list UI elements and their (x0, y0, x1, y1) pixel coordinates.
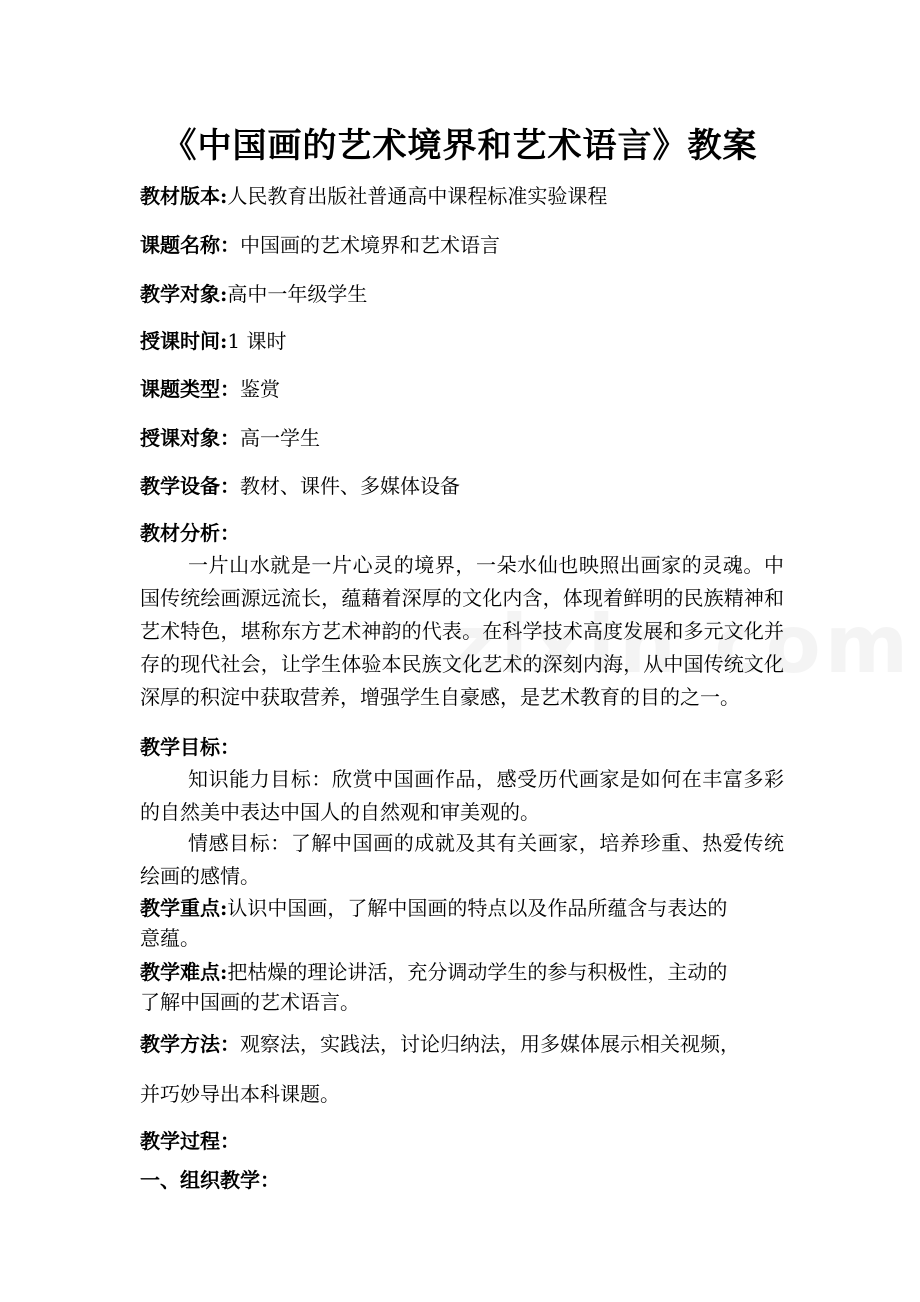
field-label: 教学对象: (140, 282, 228, 306)
field-equipment (140, 469, 790, 503)
analysis-paragraph: 一片山水就是一片心灵的境界，一朵水仙也映照出画家的灵魂。中国传统绘画源远流长，蕴藉着深厚的文化内含，体现着鲜明的民族精神和艺术特色，堪称东方艺术神韵的代表。在科学技术高度发展和多元文化并存的现代社会，让学生体验本民族文化艺术的深刻内海，从中国传统文化深厚的积淀中获取营养，增强学生自豪感，是艺术教育的目的之一。 (140, 553, 784, 709)
section-heading-goals: 教学目标： (140, 735, 240, 759)
process-step-1: 一、组织教学： (140, 1168, 280, 1192)
difficulty-text: 把枯燥的理论讲活，充分调动学生的参与积极性，主动的 (227, 960, 728, 984)
field-label: 课题名称： (140, 233, 240, 257)
field-textbook-edition (140, 179, 790, 213)
field-topic-type (140, 372, 790, 406)
field-value: 高中一年级学生 (227, 282, 368, 306)
methods-line-2: 并巧妙导出本科课题。 (140, 1082, 340, 1106)
field-label: 授课对象： (140, 426, 240, 450)
field-label: 教材版本: (140, 184, 228, 208)
difficulty-line-1 (140, 955, 790, 989)
field-audience (140, 421, 790, 455)
difficulty-line-2: 了解中国画的艺术语言。 (140, 990, 360, 1014)
field-value: 高一学生 (240, 426, 320, 450)
field-value: 中国画的艺术境界和艺术语言 (240, 233, 500, 257)
methods-text: 观察法，实践法，讨论归纳法，用多媒体展示相关视频， (240, 1032, 740, 1056)
field-label: 授课时间: (140, 329, 228, 353)
goal-emotion-paragraph: 情感目标：了解中国画的成就及其有关画家，培养珍重、热爱传统绘画的感情。 (140, 831, 784, 888)
focus-text: 认识中国画，了解中国画的特点以及作品所蕴含与表达的 (227, 896, 728, 920)
document-title: 《中国画的艺术境界和艺术语言》教案 (162, 126, 758, 166)
field-label: 课题类型： (140, 377, 240, 401)
section-heading-analysis: 教材分析： (140, 521, 240, 545)
goal-knowledge-paragraph: 知识能力目标：欣赏中国画作品，感受历代画家是如何在丰富多彩的自然美中表达中国人的自然观和审美观的。 (140, 767, 784, 824)
field-topic-name (140, 228, 790, 262)
field-value: 人民教育出版社普通高中课程标准实验课程 (227, 184, 608, 208)
field-value: 鉴赏 (240, 377, 280, 401)
focus-label: 教学重点: (140, 896, 228, 920)
focus-line-1 (140, 891, 790, 925)
methods-label: 教学方法： (140, 1032, 240, 1056)
field-value: 教材、课件、多媒体设备 (240, 474, 460, 498)
field-class-time (140, 324, 790, 358)
field-value: 1 课时 (227, 329, 287, 353)
field-teaching-target (140, 277, 790, 311)
difficulty-label: 教学难点: (140, 960, 228, 984)
field-label: 教学设备： (140, 474, 240, 498)
methods-line-1 (140, 1027, 790, 1061)
focus-line-2: 意蕴。 (140, 926, 200, 950)
section-heading-process: 教学过程： (140, 1129, 240, 1153)
